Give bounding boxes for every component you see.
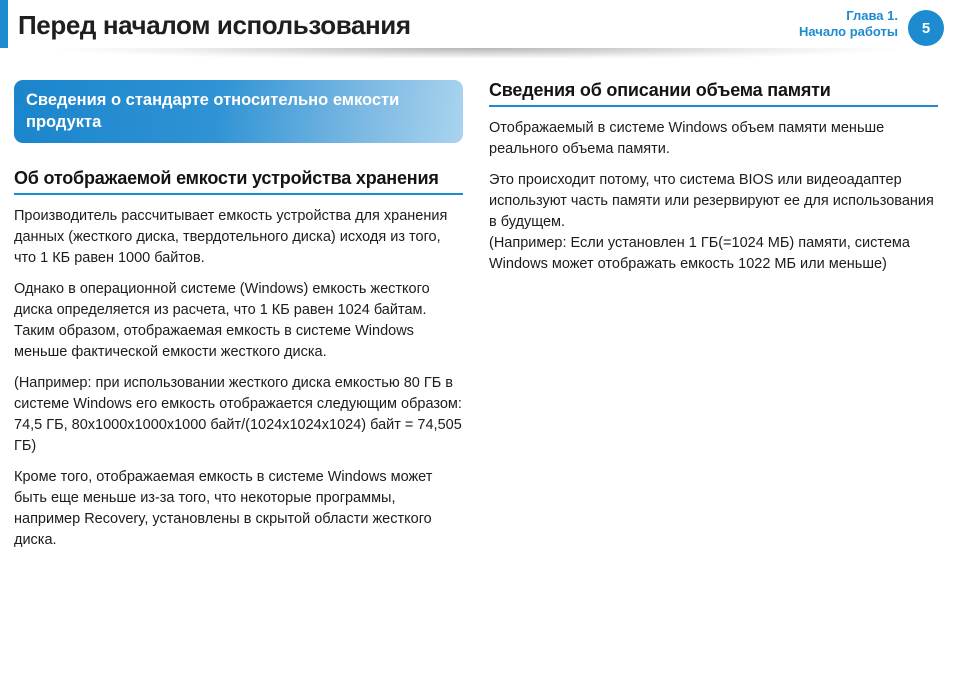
- memory-capacity-text: [489, 118, 938, 275]
- header-accent-bar: [0, 0, 8, 48]
- body-paragraph: (Например: при использовании жесткого диска емкостью 80 ГБ в системе Windows его емкость отображается следующим образом: 74,5 ГБ, 80x1000x1000x1000 байт/(1024x1024x1024) байт = 74,505 ГБ): [14, 375, 462, 454]
- content-area: [0, 80, 955, 561]
- callout-box: [14, 80, 463, 143]
- callout-title: Сведения о стандарте относительно емкости продукта: [26, 91, 400, 131]
- storage-capacity-text: [14, 206, 463, 551]
- section-heading-memory-capacity: Сведения об описании объема памяти: [489, 80, 938, 107]
- page-number-badge: 5: [908, 10, 944, 46]
- chapter-name: Начало работы: [799, 24, 898, 39]
- page-header: [0, 0, 955, 48]
- left-column: [14, 80, 463, 561]
- body-paragraph: Отображаемый в системе Windows объем памяти меньше реального объема памяти.: [489, 120, 885, 157]
- page-title: Перед началом использования: [18, 10, 411, 40]
- body-paragraph: Однако в операционной системе (Windows) емкость жесткого диска определяется из расчета, что 1 КБ равен 1024 байтам. Таким образом, отображаемая емкость в системе Windows меньше фактической емкости жесткого диска.: [14, 281, 430, 360]
- chapter-indicator: [799, 8, 898, 40]
- body-paragraph: Это происходит потому, что система BIOS или видеоадаптер используют часть памяти или резервируют ее для использования в будущем. (Например: Если установлен 1 ГБ(=1024 МБ) памяти, система Windows может отображать емкость 1022 МБ или меньше): [489, 172, 934, 272]
- body-paragraph: Производитель рассчитывает емкость устройства для хранения данных (жесткого диска, твердотельного диска) исходя из того, что 1 КБ равен 1000 байтов.: [14, 208, 448, 266]
- chapter-number: Глава 1.: [846, 8, 898, 23]
- body-paragraph: Кроме того, отображаемая емкость в системе Windows может быть еще меньше из-за того, что некоторые программы, например Recovery, установлены в скрытой области жесткого диска.: [14, 469, 433, 548]
- section-heading-storage-capacity: Об отображаемой емкости устройства хранения: [14, 168, 463, 195]
- right-column: [489, 80, 938, 561]
